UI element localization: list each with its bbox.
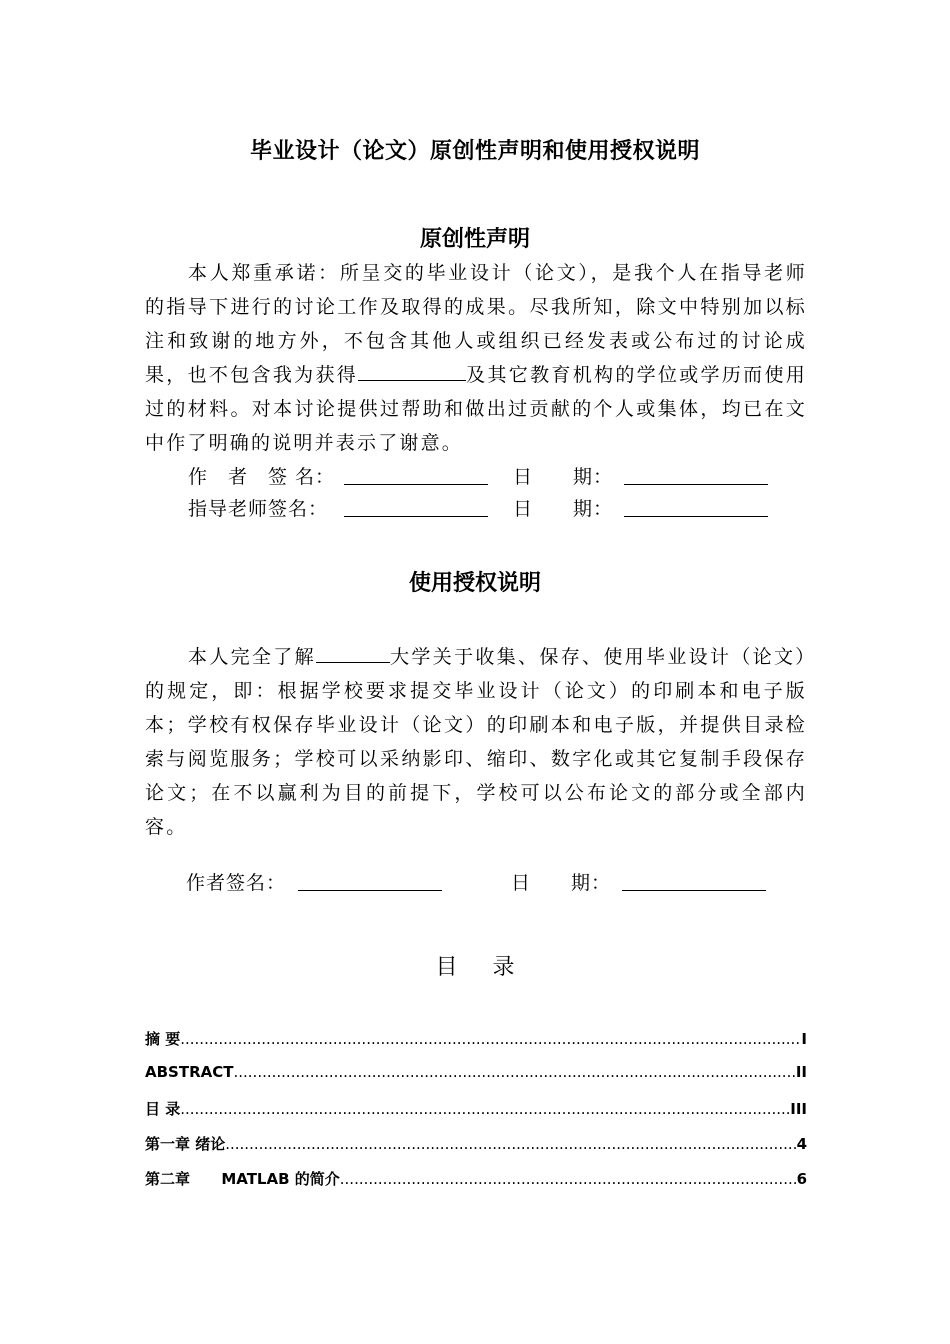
toc-leader-dots [180,1030,801,1048]
toc-leader-dots [233,1063,795,1081]
institution-blank [358,358,466,381]
authorization-signature-label: 作者签名： [186,872,287,894]
toc-entry-page: I [801,1030,807,1048]
toc-heading: 目 录 [435,955,529,980]
toc-leader-dots [225,1135,796,1153]
toc-entry[interactable] [145,1028,807,1063]
originality-paragraph [145,256,807,460]
toc-entry[interactable] [145,1063,807,1098]
originality-text-2: 及其它教育机构的学位或学历而使用过的材料。对本讨论提供过帮助和做出过贡献的个人或集体，均已在文中作了明确的说明并表示了谢意。 [145,364,807,454]
originality-heading: 原创性声明 [419,227,530,252]
toc-entry-page: 6 [796,1170,807,1188]
originality-text-1: 本人郑重承诺：所呈交的毕业设计（论文），是我个人在指导老师的指导下进行的讨论工作及取得的成果。尽我所知，除文中特别加以标注和致谢的地方外，不包含其他人或组织已经发表或公布过的讨论成果，也不包含我为获得 [145,262,807,386]
toc-leader-dots [340,1170,797,1188]
authorization-text-2: 大学关于收集、保存、使用毕业设计（论文）的规定，即：根据学校要求提交毕业设计（论文）的印刷本和电子版本；学校有权保存毕业设计（论文）的印刷本和电子版，并提供目录检索与阅览服务；学校可以采纳影印、缩印、数字化或其它复制手段保存论文；在不以赢利为目的前提下，学校可以公布论文的部分或全部内容。 [145,646,807,838]
authorization-heading: 使用授权说明 [408,571,541,596]
authorization-text-1: 本人完全了解 [188,646,316,668]
toc-leader-dots [180,1100,790,1118]
advisor-date-line [624,494,768,517]
toc-entry-page: II [795,1063,807,1081]
toc-entry-label: 目 录 [145,1100,181,1118]
toc-entry[interactable] [145,1168,807,1203]
toc-entry-label: 摘 要 [145,1030,181,1048]
author-date-line [624,462,768,485]
toc-entry-page: 4 [796,1135,807,1153]
advisor-date-label: 日 期： [513,498,614,520]
toc-entry-label: 第二章 MATLAB 的简介 [145,1170,340,1188]
author-signature-label: 作 者 签 名： [188,466,336,488]
advisor-signature-line [344,494,488,517]
toc-entry[interactable] [145,1098,807,1133]
author-date-label: 日 期： [513,466,614,488]
author-signature-line [344,462,488,485]
authorization-paragraph [145,640,807,844]
advisor-signature-label: 指导老师签名： [188,498,329,520]
toc-entry-label: 第一章 绪论 [145,1135,226,1153]
authorization-date-label: 日 期： [511,872,612,894]
page-title: 毕业设计（论文）原创性声明和使用授权说明 [249,139,700,164]
authorization-date-line [622,868,766,891]
university-blank [316,640,390,663]
toc-entry-page: III [790,1100,807,1118]
table-of-contents [145,1028,807,1203]
authorization-signature-line [298,868,442,891]
toc-entry-label: ABSTRACT [145,1063,234,1081]
toc-entry[interactable] [145,1133,807,1168]
